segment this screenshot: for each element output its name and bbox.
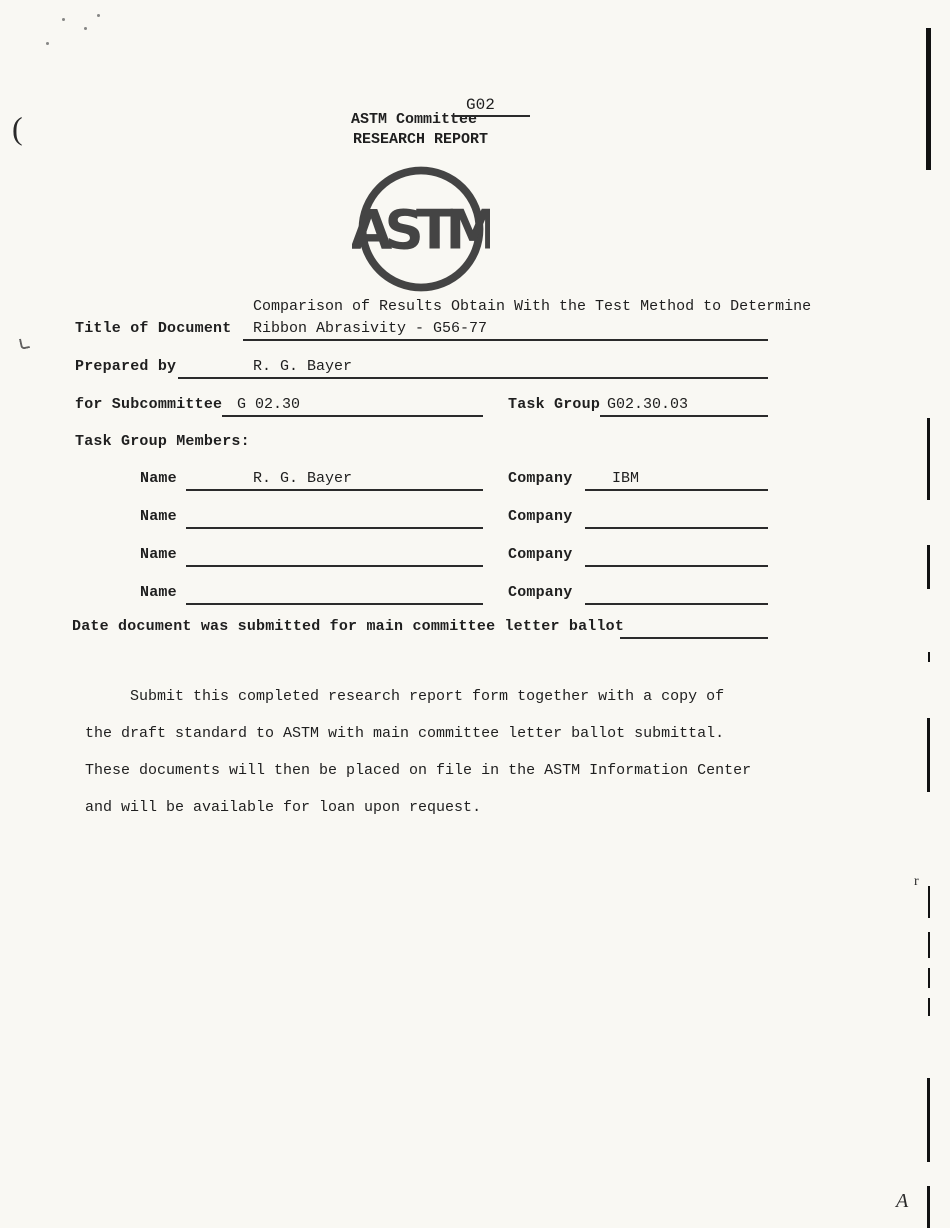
member-row (0, 546, 950, 569)
subcommittee-label: for Subcommittee (75, 396, 223, 413)
title-label: Title of Document (75, 320, 232, 337)
scan-edge-line (928, 998, 930, 1016)
prepared-by-label: Prepared by (75, 358, 177, 375)
scan-edge-line (927, 1186, 930, 1228)
astm-logo-graphic (352, 164, 490, 294)
report-title: RESEARCH REPORT (353, 131, 489, 148)
ballot-underline (620, 618, 768, 639)
scan-speck (84, 27, 87, 30)
scan-edge-line (928, 932, 930, 958)
company-underline (585, 584, 768, 605)
member-row (0, 508, 950, 531)
prepared-by-value: R. G. Bayer (253, 358, 353, 375)
scan-artifact-paren: ( (12, 110, 23, 146)
committee-value: G02 (466, 96, 495, 114)
scan-edge-line (926, 28, 931, 170)
title-value-line2: Ribbon Abrasivity - G56-77 (253, 320, 488, 337)
title-row (0, 320, 950, 343)
subcommittee-value: G 02.30 (237, 396, 301, 413)
scan-edge-line (927, 718, 930, 792)
instructions-paragraph (85, 688, 795, 836)
scan-artifact-tick: r (914, 874, 919, 889)
instructions-line: Submit this completed research report form together with a copy of (130, 688, 725, 705)
company-underline (585, 546, 768, 567)
scan-edge-line (928, 968, 930, 988)
instructions-line: These documents will then be placed on file in the ASTM Information Center (85, 762, 752, 779)
name-underline (186, 546, 483, 567)
name-underline (186, 584, 483, 605)
name-label: Name (140, 470, 177, 487)
name-label: Name (140, 584, 177, 601)
members-heading: Task Group Members: (75, 433, 250, 450)
scan-speck (97, 14, 100, 17)
member-company: IBM (612, 470, 640, 487)
astm-logo-text: ASTM (352, 197, 490, 262)
scan-edge-line (928, 886, 930, 918)
ballot-label: Date document was submitted for main committee letter ballot (72, 618, 625, 635)
scan-speck (62, 18, 65, 21)
company-label: Company (508, 584, 573, 601)
prepared-by-row (0, 358, 950, 381)
scan-speck (46, 42, 49, 45)
instructions-line: and will be available for loan upon request. (85, 799, 482, 816)
title-value-line1: Comparison of Results Obtain With the Test Method to Determine (253, 298, 812, 315)
company-label: Company (508, 470, 573, 487)
name-label: Name (140, 508, 177, 525)
task-group-value: G02.30.03 (607, 396, 689, 413)
member-row (0, 584, 950, 607)
scan-edge-line (927, 1078, 930, 1162)
subcommittee-row (0, 396, 950, 419)
name-label: Name (140, 546, 177, 563)
scan-edge-line (928, 652, 930, 662)
task-group-label: Task Group (508, 396, 601, 413)
ballot-row (0, 618, 950, 641)
scan-artifact-mark: A (896, 1190, 909, 1212)
instructions-line: the draft standard to ASTM with main committee letter ballot submittal. (85, 725, 725, 742)
name-underline (186, 508, 483, 529)
astm-logo (352, 164, 490, 294)
committee-label: ASTM Committee (351, 111, 478, 128)
committee-value-field (452, 96, 530, 117)
member-row (0, 470, 950, 493)
members-heading-row (0, 433, 950, 456)
company-underline (585, 508, 768, 529)
company-label: Company (508, 508, 573, 525)
member-name: R. G. Bayer (253, 470, 353, 487)
company-label: Company (508, 546, 573, 563)
